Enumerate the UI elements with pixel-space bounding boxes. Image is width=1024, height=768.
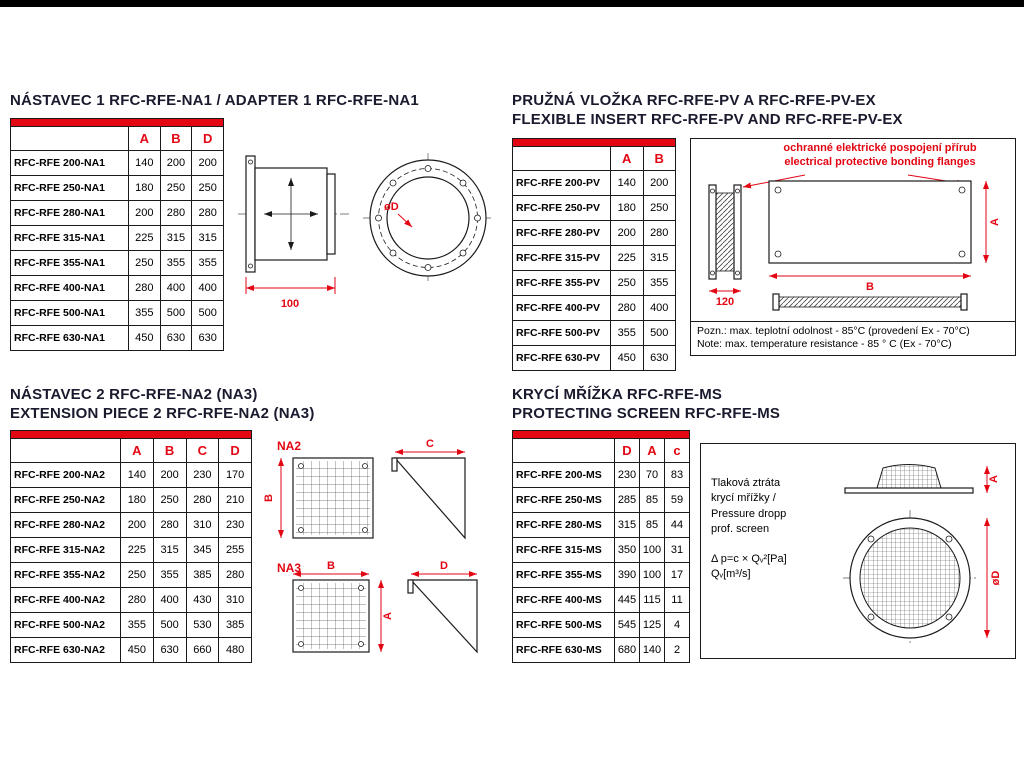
cell-value: 280 [121,588,154,613]
table-row [11,176,224,201]
cell-value: 59 [665,488,690,513]
cell-value: 500 [192,301,224,326]
cell-value: 630 [160,326,192,351]
label-column-header [11,439,121,463]
cell-value: 230 [615,463,640,488]
pv-front-view [769,181,1001,293]
cell-value: 660 [186,638,219,663]
top-border-bar [0,0,1024,7]
table-row [513,171,676,196]
table-row [11,613,252,638]
row-label: RFC-RFE 315-PV [513,246,611,271]
table-row [11,326,224,351]
table-row [11,638,252,663]
table-row [513,221,676,246]
column-header-A: A [611,147,644,171]
cell-value: 200 [160,151,192,176]
cell-value: 4 [665,613,690,638]
table-row [513,196,676,221]
cell-value: 630 [192,326,224,351]
cell-value: 140 [121,463,154,488]
section-title-pv-cz: PRUŽNÁ VLOŽKA RFC-RFE-PV A RFC-RFE-PV-EX [512,92,876,109]
cell-value: 250 [611,271,644,296]
column-header-B: B [160,127,192,151]
na1-depth-dimension [246,277,335,310]
row-label: RFC-RFE 280-NA2 [11,513,121,538]
cell-value: 140 [640,638,665,663]
table-row [513,538,690,563]
cell-value: 280 [129,276,161,301]
cell-value: 355 [160,251,192,276]
cell-value: 250 [192,176,224,201]
cell-value: 280 [153,513,186,538]
cell-value: 630 [643,346,676,371]
column-header-B: B [153,439,186,463]
table-row [11,301,224,326]
row-label: RFC-RFE 200-NA2 [11,463,121,488]
column-header-A: A [129,127,161,151]
cell-value: 355 [643,271,676,296]
row-label: RFC-RFE 630-NA1 [11,326,129,351]
cell-value: 350 [615,538,640,563]
pv-dimensions-table [512,138,676,371]
section-title-pv-en: FLEXIBLE INSERT RFC-RFE-PV AND RFC-RFE-PV-EX [512,111,903,128]
cell-value: 430 [186,588,219,613]
na2-side-view [392,438,465,538]
cell-value: 545 [615,613,640,638]
cell-value: 230 [219,513,252,538]
table-row [11,226,224,251]
table-row [11,588,252,613]
cell-value: 315 [615,513,640,538]
pv-side-view [709,185,741,308]
row-label: RFC-RFE 250-MS [513,488,615,513]
dimension-label-a: A [382,612,394,620]
cell-value: 170 [219,463,252,488]
row-label: RFC-RFE 250-PV [513,196,611,221]
table-row [513,246,676,271]
ms-info-line: prof. screen [711,523,770,536]
cell-value: 280 [186,488,219,513]
table-row [513,613,690,638]
cell-value: 125 [640,613,665,638]
dimension-label-diameter: øD [384,201,399,213]
table-header-row [513,439,690,463]
cell-value: 250 [153,488,186,513]
ms-info-line: Tlaková ztráta [711,477,781,489]
na2-front-view [263,458,373,538]
cell-value: 17 [665,563,690,588]
row-label: RFC-RFE 315-NA1 [11,226,129,251]
cell-value: 200 [129,201,161,226]
column-header-D: D [219,439,252,463]
row-label: RFC-RFE 200-PV [513,171,611,196]
column-header-A: A [640,439,665,463]
cell-value: 355 [153,563,186,588]
cell-value: 630 [153,638,186,663]
table-row [513,296,676,321]
cell-value: 355 [121,613,154,638]
na2-dimensions-table [10,430,252,663]
table-row [513,321,676,346]
cell-value: 100 [640,538,665,563]
label-column-header [513,439,615,463]
dimension-label-b: B [263,494,275,502]
ms-side-view [845,465,1000,494]
na3-side-view [408,560,477,652]
annotation-line-cz: ochranné elektrické pospojení přírub [783,142,977,154]
row-label: RFC-RFE 630-NA2 [11,638,121,663]
dimension-label-c: C [426,438,434,450]
dimension-label-b: B [327,560,335,572]
cell-value: 250 [643,196,676,221]
column-header-D: D [615,439,640,463]
row-label: RFC-RFE 400-PV [513,296,611,321]
cell-value: 230 [186,463,219,488]
cell-value: 225 [121,538,154,563]
cell-value: 100 [640,563,665,588]
pv-temperature-note [691,321,1015,355]
cell-value: 115 [640,588,665,613]
dimension-label-depth: 100 [280,298,300,310]
section-title-na1: NÁSTAVEC 1 RFC-RFE-NA1 / ADAPTER 1 RFC-RFE-NA1 [10,92,419,109]
row-label: RFC-RFE 280-MS [513,513,615,538]
cell-value: 200 [121,513,154,538]
cell-value: 70 [640,463,665,488]
table-accent-bar [11,119,224,127]
row-label: RFC-RFE 315-MS [513,538,615,563]
table-row [513,346,676,371]
na1-technical-drawing [232,130,500,320]
cell-value: 85 [640,488,665,513]
cell-value: 355 [129,301,161,326]
dimension-label-diameter: øD [990,570,1002,586]
cell-value: 210 [219,488,252,513]
pv-bonding-annotation [747,142,1013,170]
cell-value: 315 [160,226,192,251]
table-row [513,271,676,296]
cell-value: 400 [153,588,186,613]
cell-value: 44 [665,513,690,538]
table-row [513,463,690,488]
row-label: RFC-RFE 630-MS [513,638,615,663]
cell-value: 280 [219,563,252,588]
cell-value: 250 [121,563,154,588]
cell-value: 530 [186,613,219,638]
row-label: RFC-RFE 500-NA2 [11,613,121,638]
cell-value: 83 [665,463,690,488]
na2-variant-label: NA2 [277,439,302,453]
table-row [11,513,252,538]
ms-info-line: Pressure dropp [711,507,787,520]
row-label: RFC-RFE 400-MS [513,588,615,613]
annotation-line-en: electrical protective bonding flanges [784,155,976,168]
cell-value: 500 [160,301,192,326]
ms-flow-unit: Qᵥ[m³/s] [711,567,751,580]
table-row [11,201,224,226]
ms-front-view [843,510,1002,646]
cell-value: 280 [192,201,224,226]
cell-value: 500 [643,321,676,346]
cell-value: 85 [640,513,665,538]
table-accent-bar [513,139,676,147]
table-row [513,588,690,613]
table-row [11,538,252,563]
dimension-label-b: B [866,281,874,293]
row-label: RFC-RFE 280-PV [513,221,611,246]
cell-value: 480 [219,638,252,663]
cell-value: 200 [611,221,644,246]
row-label: RFC-RFE 280-NA1 [11,201,129,226]
na1-dimensions-table [10,118,224,351]
na1-side-view [238,156,350,272]
cell-value: 310 [186,513,219,538]
cell-value: 280 [643,221,676,246]
column-header-A: A [121,439,154,463]
dimension-label-d: D [440,560,448,572]
cell-value: 200 [643,171,676,196]
na3-front-view [293,560,394,652]
note-line-cz: Pozn.: max. teplotní odolnost - 85°C (provedení Ex - 70°C) [697,324,970,337]
cell-value: 500 [153,613,186,638]
cell-value: 680 [615,638,640,663]
cell-value: 31 [665,538,690,563]
row-label: RFC-RFE 250-NA2 [11,488,121,513]
dimension-label-120: 120 [715,296,735,308]
cell-value: 255 [219,538,252,563]
ms-pressure-drop-text [711,476,839,582]
cell-value: 310 [219,588,252,613]
cell-value: 315 [643,246,676,271]
cell-value: 355 [192,251,224,276]
section-title-ms-en: PROTECTING SCREEN RFC-RFE-MS [512,405,781,422]
cell-value: 250 [160,176,192,201]
column-header-C: C [186,439,219,463]
table-header-row [11,127,224,151]
cell-value: 225 [129,226,161,251]
table-row [11,563,252,588]
cell-value: 2 [665,638,690,663]
cell-value: 180 [121,488,154,513]
cell-value: 450 [129,326,161,351]
cell-value: 400 [643,296,676,321]
row-label: RFC-RFE 355-PV [513,271,611,296]
cell-value: 385 [186,563,219,588]
table-header-row [11,439,252,463]
cell-value: 280 [611,296,644,321]
na1-front-view [363,153,493,283]
ms-info-line: krycí mřížky / [711,492,776,505]
row-label: RFC-RFE 250-NA1 [11,176,129,201]
section-title-na2-en: EXTENSION PIECE 2 RFC-RFE-NA2 (NA3) [10,405,315,422]
row-label: RFC-RFE 500-MS [513,613,615,638]
cell-value: 225 [611,246,644,271]
ms-pressure-formula: Δ p=c × Qᵥ²[Pa] [711,552,787,565]
table-row [513,513,690,538]
table-row [513,488,690,513]
section-title-na2-cz: NÁSTAVEC 2 RFC-RFE-NA2 (NA3) [10,386,258,403]
table-row [11,463,252,488]
cell-value: 345 [186,538,219,563]
cell-value: 400 [192,276,224,301]
row-label: RFC-RFE 315-NA2 [11,538,121,563]
ms-technical-drawing [837,448,1013,654]
section-title-ms-cz: KRYCÍ MŘÍŽKA RFC-RFE-MS [512,386,723,403]
row-label: RFC-RFE 355-NA2 [11,563,121,588]
dimension-label-a: A [989,218,1001,226]
row-label: RFC-RFE 500-NA1 [11,301,129,326]
column-header-c: c [665,439,690,463]
table-row [513,563,690,588]
row-label: RFC-RFE 400-NA2 [11,588,121,613]
column-header-D: D [192,127,224,151]
cell-value: 280 [160,201,192,226]
table-row [11,251,224,276]
cell-value: 450 [121,638,154,663]
column-header-B: B [643,147,676,171]
table-row [513,638,690,663]
row-label: RFC-RFE 200-MS [513,463,615,488]
row-label: RFC-RFE 355-MS [513,563,615,588]
cell-value: 385 [219,613,252,638]
note-line-en: Note: max. temperature resistance - 85 ° C (Ex - 70°C) [697,338,952,351]
cell-value: 200 [192,151,224,176]
cell-value: 315 [153,538,186,563]
ms-drawing-box [700,443,1016,659]
cell-value: 400 [160,276,192,301]
row-label: RFC-RFE 355-NA1 [11,251,129,276]
cell-value: 390 [615,563,640,588]
ms-dimensions-table [512,430,690,663]
table-row [11,276,224,301]
pv-technical-drawing [693,173,1013,317]
cell-value: 250 [129,251,161,276]
table-row [11,488,252,513]
row-label: RFC-RFE 630-PV [513,346,611,371]
cell-value: 200 [153,463,186,488]
cell-value: 445 [615,588,640,613]
table-accent-bar [513,431,690,439]
label-column-header [513,147,611,171]
label-column-header [11,127,129,151]
cell-value: 315 [192,226,224,251]
cell-value: 180 [611,196,644,221]
cell-value: 11 [665,588,690,613]
na3-variant-label: NA3 [277,561,302,575]
cell-value: 450 [611,346,644,371]
cell-value: 355 [611,321,644,346]
na2-na3-technical-drawing [263,436,493,662]
cell-value: 180 [129,176,161,201]
pv-band-side-view [773,294,967,310]
cell-value: 140 [611,171,644,196]
cell-value: 140 [129,151,161,176]
cell-value: 285 [615,488,640,513]
table-row [11,151,224,176]
row-label: RFC-RFE 400-NA1 [11,276,129,301]
table-accent-bar [11,431,252,439]
dimension-label-a: A [988,475,1000,483]
row-label: RFC-RFE 200-NA1 [11,151,129,176]
table-header-row [513,147,676,171]
row-label: RFC-RFE 500-PV [513,321,611,346]
pv-drawing-box [690,138,1016,356]
